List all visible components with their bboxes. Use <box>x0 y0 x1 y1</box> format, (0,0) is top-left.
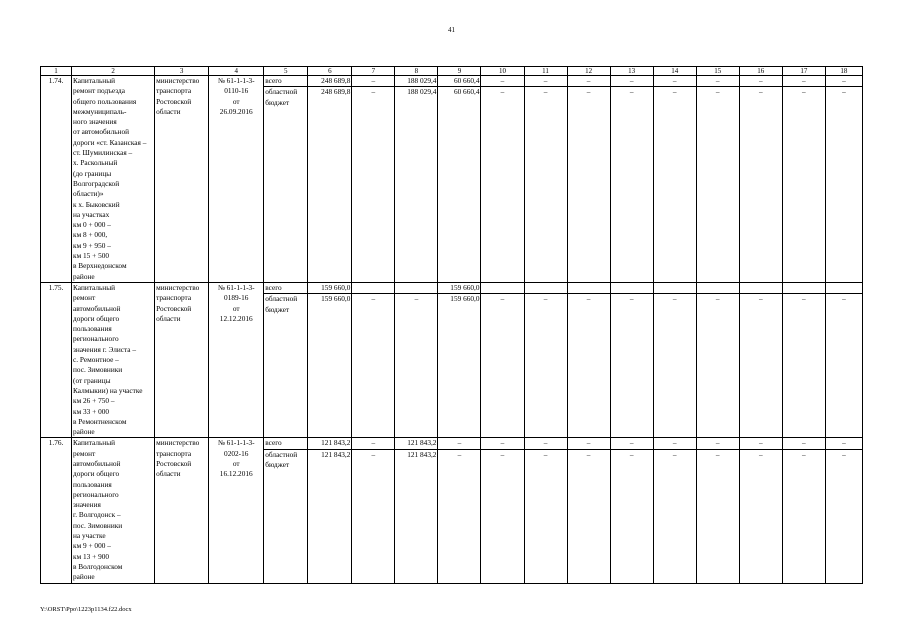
ministry-line: Ростовской <box>156 458 192 468</box>
ministry-line: транспорта <box>156 86 192 96</box>
value-cell: 159 660,0 <box>308 294 352 438</box>
column-header: 11 <box>524 67 567 76</box>
document-number-line: 26.09.2016 <box>219 106 253 116</box>
ministry <box>155 438 209 583</box>
value-cell: 60 660,4 <box>438 87 481 283</box>
value-cell: 188 029,4 <box>395 87 438 283</box>
column-header: 18 <box>825 67 862 76</box>
ministry-line: области <box>156 313 181 323</box>
value-cell: – <box>825 449 862 583</box>
object-name-line: ст. Шумилинская – <box>73 148 133 158</box>
value-cell: – <box>567 449 610 583</box>
funding-source: всего <box>264 438 308 449</box>
value-cell: – <box>825 76 862 87</box>
value-cell: – <box>825 87 862 283</box>
value-cell: – <box>696 438 739 449</box>
value-cell: – <box>696 87 739 283</box>
value-cell <box>481 282 524 293</box>
document-number <box>209 76 264 283</box>
document-number-line: от <box>232 96 240 106</box>
object-name <box>72 282 155 437</box>
object-name-line: г. Волгодонск – <box>73 510 121 520</box>
value-cell: – <box>653 76 696 87</box>
value-cell: – <box>524 449 567 583</box>
value-cell: 121 843,2 <box>395 449 438 583</box>
object-name-line: ремонт <box>73 448 96 458</box>
object-name-line: регионального <box>73 334 119 344</box>
value-cell: – <box>782 449 825 583</box>
value-cell <box>825 282 862 293</box>
column-header: 5 <box>264 67 308 76</box>
object-name-line: Капитальный <box>73 282 116 292</box>
value-cell: – <box>524 87 567 283</box>
funding-source-line: бюджет <box>265 304 290 314</box>
value-cell: – <box>352 87 395 283</box>
funding-source <box>264 87 308 283</box>
value-cell: – <box>610 87 653 283</box>
document-number-line: 12.12.2016 <box>219 313 253 323</box>
value-cell <box>352 282 395 293</box>
funding-source: всего <box>264 76 308 87</box>
object-name-line: (до границы <box>73 168 112 178</box>
value-cell: – <box>739 449 782 583</box>
value-cell: 60 660,4 <box>438 76 481 87</box>
object-name-line: км 9 + 000 – <box>73 541 111 551</box>
file-path-footer: Y:\ORST\Ppo\1223p1134.f22.docx <box>40 606 132 613</box>
value-cell: – <box>653 294 696 438</box>
table-body <box>41 76 863 584</box>
object-name-line: от автомобильной <box>73 127 130 137</box>
value-cell: – <box>739 87 782 283</box>
column-header: 13 <box>610 67 653 76</box>
table-row <box>41 282 863 293</box>
column-header: 12 <box>567 67 610 76</box>
object-name-line: дороги общего <box>73 313 120 323</box>
value-cell <box>395 282 438 293</box>
object-name-line: к х. Быковский <box>73 199 120 209</box>
funding-source <box>264 449 308 583</box>
object-name-line: км 8 + 000, <box>73 230 108 240</box>
object-name-line: значения <box>73 500 101 510</box>
value-cell: – <box>352 449 395 583</box>
value-cell: – <box>395 294 438 438</box>
value-cell <box>524 282 567 293</box>
object-name-line: на участке <box>73 531 106 541</box>
value-cell: – <box>567 438 610 449</box>
funding-source-line: бюджет <box>265 97 290 107</box>
ministry-line: министерство <box>156 282 200 292</box>
object-name-line: пос. Зимовники <box>73 365 123 375</box>
ministry-line: транспорта <box>156 293 192 303</box>
funding-source-line: областной <box>265 449 298 459</box>
column-header: 8 <box>395 67 438 76</box>
document-number-line: 0110-16 <box>224 86 249 96</box>
ministry-line: министерство <box>156 76 200 85</box>
object-name-line: км 0 + 000 – <box>73 220 111 230</box>
value-cell: – <box>782 438 825 449</box>
object-name-line: значения г. Элиста – <box>73 344 136 354</box>
column-header: 4 <box>209 67 264 76</box>
object-name-line: пос. Зимовники <box>73 520 123 530</box>
value-cell <box>782 282 825 293</box>
value-cell: – <box>825 294 862 438</box>
value-cell: – <box>696 449 739 583</box>
column-header: 15 <box>696 67 739 76</box>
ministry <box>155 282 209 437</box>
document-number-line: № 61-1-1-3- <box>217 282 255 292</box>
object-name-line: (от границы <box>73 375 111 385</box>
page-number: 41 <box>448 26 455 34</box>
row-number: 1.76. <box>41 438 72 583</box>
object-name-line: области)» <box>73 189 104 199</box>
value-cell: – <box>653 438 696 449</box>
funding-source-line: областной <box>265 87 298 97</box>
object-name-line: автомобильной <box>73 303 121 313</box>
document-number <box>209 438 264 583</box>
object-name-line: на участках <box>73 209 110 219</box>
value-cell: 121 843,2 <box>308 449 352 583</box>
object-name-line: км 9 + 950 – <box>73 240 111 250</box>
value-cell: – <box>653 87 696 283</box>
value-cell: – <box>524 438 567 449</box>
object-name-line: ремонт подъезда <box>73 86 125 96</box>
value-cell <box>653 282 696 293</box>
object-name-line: районе <box>73 271 95 281</box>
document-number-line: № 61-1-1-3- <box>217 438 255 448</box>
document-number-line: 0202-16 <box>224 448 249 458</box>
column-header: 3 <box>155 67 209 76</box>
column-header: 14 <box>653 67 696 76</box>
value-cell: – <box>653 449 696 583</box>
value-cell: 121 843,2 <box>308 438 352 449</box>
ministry-line: Ростовской <box>156 303 192 313</box>
value-cell <box>696 282 739 293</box>
value-cell: – <box>481 294 524 438</box>
object-name-line: км 33 + 000 <box>73 406 110 416</box>
row-number: 1.74. <box>41 76 72 283</box>
object-name-line: км 13 + 900 <box>73 551 110 561</box>
object-name-line: км 26 + 750 – <box>73 396 115 406</box>
value-cell: – <box>567 294 610 438</box>
value-cell: 248 689,8 <box>308 87 352 283</box>
value-cell: 188 029,4 <box>395 76 438 87</box>
object-name-line: регионального <box>73 489 119 499</box>
value-cell: – <box>438 438 481 449</box>
object-name-line: с. Ремонтное – <box>73 355 119 365</box>
value-cell: – <box>782 87 825 283</box>
value-cell <box>739 282 782 293</box>
value-cell: – <box>825 438 862 449</box>
column-header: 6 <box>308 67 352 76</box>
row-number: 1.75. <box>41 282 72 437</box>
column-header: 17 <box>782 67 825 76</box>
value-cell: – <box>481 438 524 449</box>
object-name-line: районе <box>73 572 95 582</box>
document-number <box>209 282 264 437</box>
value-cell: – <box>696 294 739 438</box>
object-name-line: км 15 + 500 <box>73 251 110 261</box>
document-number-line: № 61-1-1-3- <box>217 76 255 85</box>
header-row <box>41 67 863 76</box>
object-name-line: в Ремонтненском <box>73 416 127 426</box>
document-number-line: от <box>232 303 240 313</box>
value-cell: – <box>739 76 782 87</box>
value-cell: – <box>481 449 524 583</box>
ministry-line: министерство <box>156 438 200 448</box>
value-cell: – <box>610 449 653 583</box>
value-cell: 159 660,0 <box>308 282 352 293</box>
ministry-line: Ростовской <box>156 96 192 106</box>
object-name-line: районе <box>73 427 95 437</box>
value-cell: – <box>739 294 782 438</box>
document-number-line: 16.12.2016 <box>219 469 253 479</box>
value-cell: – <box>610 438 653 449</box>
value-cell: – <box>352 76 395 87</box>
object-name-line: пользования <box>73 479 112 489</box>
value-cell: – <box>739 438 782 449</box>
value-cell: – <box>352 294 395 438</box>
object-name-line: Капитальный <box>73 76 116 85</box>
funding-source-line: бюджет <box>265 459 290 469</box>
value-cell: 159 660,0 <box>438 282 481 293</box>
column-header: 7 <box>352 67 395 76</box>
value-cell: – <box>352 438 395 449</box>
object-name-line: дороги общего <box>73 469 120 479</box>
object-name-line: ремонт <box>73 293 96 303</box>
value-cell: – <box>481 87 524 283</box>
object-name-line: дороги «ст. Казанская – <box>73 137 147 147</box>
value-cell: – <box>610 76 653 87</box>
ministry <box>155 76 209 283</box>
table-row <box>41 76 863 87</box>
object-name <box>72 438 155 583</box>
column-header: 16 <box>739 67 782 76</box>
value-cell: – <box>610 294 653 438</box>
object-name-line: Калмыкии) на участке <box>73 385 143 395</box>
value-cell: – <box>524 76 567 87</box>
object-name-line: х. Раскольный <box>73 158 118 168</box>
funding-source-line: областной <box>265 294 298 304</box>
ministry-line: транспорта <box>156 448 192 458</box>
value-cell: – <box>782 76 825 87</box>
value-cell: – <box>567 87 610 283</box>
column-header: 10 <box>481 67 524 76</box>
object-name-line: Волгоградской <box>73 178 120 188</box>
value-cell: 121 843,2 <box>395 438 438 449</box>
object-name-line: пользования <box>73 324 112 334</box>
budget-table <box>40 66 863 584</box>
document-number-line: 0189-16 <box>224 293 249 303</box>
object-name-line: ного значения <box>73 117 117 127</box>
object-name-line: автомобильной <box>73 458 121 468</box>
object-name-line: в Верхнедонском <box>73 261 127 271</box>
value-cell: – <box>524 294 567 438</box>
value-cell: – <box>438 449 481 583</box>
ministry-line: области <box>156 469 181 479</box>
value-cell <box>610 282 653 293</box>
object-name-line: межмуниципаль- <box>73 106 127 116</box>
table-row <box>41 438 863 449</box>
document-number-line: от <box>232 458 240 468</box>
funding-source: всего <box>264 282 308 293</box>
value-cell: – <box>481 76 524 87</box>
object-name-line: Капитальный <box>73 438 116 448</box>
object-name-line: общего пользования <box>73 96 137 106</box>
value-cell: – <box>567 76 610 87</box>
object-name-line: в Волгодонском <box>73 561 123 571</box>
funding-source <box>264 294 308 438</box>
value-cell: 159 660,0 <box>438 294 481 438</box>
value-cell: 248 689,8 <box>308 76 352 87</box>
ministry-line: области <box>156 106 181 116</box>
column-header: 9 <box>438 67 481 76</box>
object-name <box>72 76 155 283</box>
value-cell: – <box>782 294 825 438</box>
column-header: 1 <box>41 67 72 76</box>
value-cell: – <box>696 76 739 87</box>
column-header: 2 <box>72 67 155 76</box>
value-cell <box>567 282 610 293</box>
